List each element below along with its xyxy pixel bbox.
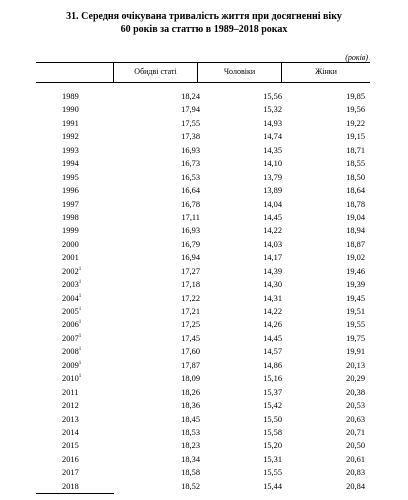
table-row [0,466,408,479]
value-men: 14,03 [263,239,282,249]
value-both: 17,87 [181,360,200,370]
year-value: 2003 [62,280,79,290]
year-cell [62,238,79,251]
value-both: 18,34 [181,454,200,464]
value-both: 17,38 [181,132,200,142]
year-cell [62,332,81,345]
year-value: 1990 [62,105,79,115]
table-row [0,90,408,103]
table-row [0,372,408,385]
year-cell [62,184,79,197]
footnote-marker: 1 [78,280,82,286]
value-men: 14,86 [263,360,282,370]
value-men: 15,56 [263,92,282,101]
value-both: 16,64 [181,186,200,196]
value-men: 15,20 [263,441,282,451]
value-both: 17,27 [181,266,200,276]
table-row [0,251,408,264]
value-both: 17,21 [181,307,200,316]
year-value: 2018 [62,481,79,491]
footnote-rule [36,493,114,494]
header-bottom-rule [36,82,370,83]
year-cell [62,439,79,452]
footnote-marker: 1 [78,307,82,312]
value-men: 14,17 [263,253,282,263]
value-both: 16,53 [181,172,200,182]
value-both: 18,36 [181,401,200,411]
year-value: 2004 [62,293,79,303]
footnote-marker: 1 [78,320,82,326]
table-row [0,144,408,157]
year-cell [62,399,79,412]
table-row [0,278,408,291]
value-both: 16,78 [181,199,200,209]
year-cell [62,90,79,103]
year-value: 2015 [62,441,79,451]
value-men: 14,04 [263,199,282,209]
year-value: 2010 [62,374,79,384]
value-women: 19,39 [346,280,365,290]
value-women: 18,55 [346,159,365,169]
year-cell [62,372,81,385]
year-cell [62,265,81,278]
table-title-line-2: 60 років за статтю в 1989–2018 роках [120,24,288,35]
value-women: 20,53 [346,401,365,411]
table-title [0,10,408,36]
value-women: 19,46 [346,266,365,276]
table-top-rule [36,62,370,63]
value-men: 14,45 [263,212,282,222]
year-value: 2017 [62,468,79,478]
value-women: 20,29 [346,374,365,384]
year-cell [62,278,81,291]
table-row [0,184,408,197]
value-women: 18,94 [346,226,365,236]
value-women: 20,61 [346,454,365,464]
table-body [0,90,408,493]
value-men: 14,31 [263,293,282,303]
value-men: 14,22 [263,307,282,316]
value-both: 17,22 [181,293,200,303]
value-women: 19,45 [346,293,365,303]
table-row [0,292,408,305]
value-men: 14,30 [263,280,282,290]
value-both: 16,93 [181,226,200,236]
year-value: 2001 [62,253,79,263]
value-women: 19,55 [346,320,365,330]
value-women: 18,78 [346,199,365,209]
year-cell [62,224,79,237]
year-cell [62,130,79,143]
value-women: 18,71 [346,145,365,155]
value-both: 17,94 [181,105,200,115]
table-row [0,198,408,211]
footnote-marker: 1 [78,266,82,272]
year-value: 2007 [62,333,79,343]
year-value: 2013 [62,414,79,424]
unit-label: (років) [345,53,368,62]
year-value: 1994 [62,159,79,169]
year-cell [62,103,79,116]
value-men: 15,31 [263,454,282,464]
value-women: 20,50 [346,441,365,451]
value-women: 19,91 [346,347,365,357]
value-men: 15,32 [263,105,282,115]
table-row [0,413,408,426]
value-men: 14,45 [263,333,282,343]
value-women: 20,63 [346,414,365,424]
value-men: 15,42 [263,401,282,411]
year-cell [62,117,79,130]
year-value: 2005 [62,307,79,316]
year-cell [62,318,81,331]
value-men: 14,74 [263,132,282,142]
value-men: 15,44 [263,481,282,491]
year-cell [62,480,79,493]
value-both: 16,94 [181,253,200,263]
value-women: 19,85 [346,92,365,101]
year-cell [62,386,78,399]
year-cell [62,466,79,479]
value-women: 19,02 [346,253,365,263]
value-men: 14,93 [263,118,282,128]
table-row [0,359,408,372]
value-men: 15,37 [263,387,282,397]
table-row [0,399,408,412]
year-value: 1991 [62,118,79,128]
year-value: 1996 [62,186,79,196]
value-both: 17,45 [181,333,200,343]
value-women: 20,71 [346,427,365,437]
year-value: 1989 [62,92,79,101]
value-men: 14,39 [263,266,282,276]
value-both: 18,09 [181,374,200,384]
value-men: 15,16 [263,374,282,384]
footnote-marker: 1 [78,360,82,366]
year-value: 2014 [62,427,79,437]
value-women: 19,75 [346,333,365,343]
year-value: 2002 [62,266,79,276]
value-women: 19,56 [346,105,365,115]
year-value: 2000 [62,239,79,249]
year-value: 2011 [62,387,79,397]
value-women: 19,04 [346,212,365,222]
table-row [0,480,408,493]
year-cell [62,426,79,439]
value-both: 16,73 [181,159,200,169]
value-men: 15,58 [263,427,282,437]
table-row [0,318,408,331]
value-both: 18,52 [181,481,200,491]
column-header-both: Обидві статі [134,67,177,76]
value-men: 14,26 [263,320,282,330]
value-women: 20,84 [346,481,365,491]
value-women: 20,83 [346,468,365,478]
value-men: 15,50 [263,414,282,424]
year-cell [62,359,81,372]
value-both: 18,58 [181,468,200,478]
value-women: 18,64 [346,186,365,196]
value-women: 20,38 [346,387,365,397]
value-men: 14,22 [263,226,282,236]
year-value: 2016 [62,454,79,464]
value-women: 18,87 [346,239,365,249]
footnote-marker: 1 [78,293,82,299]
value-women: 18,50 [346,172,365,182]
value-women: 19,51 [346,307,365,316]
value-both: 17,11 [181,212,200,222]
footnote-marker: 1 [78,347,82,353]
table-row [0,439,408,452]
year-value: 1998 [62,212,79,222]
footnote-marker: 1 [78,374,82,380]
value-men: 13,79 [263,172,282,182]
year-value: 2009 [62,360,79,370]
year-cell [62,198,79,211]
value-both: 18,45 [181,414,200,424]
table-row [0,345,408,358]
year-value: 2012 [62,401,79,411]
year-value: 1999 [62,226,79,236]
column-header-women: Жінки [315,67,337,76]
year-cell [62,453,79,466]
year-value: 1995 [62,172,79,182]
table-row [0,386,408,399]
table-row [0,426,408,439]
footnote-marker: 1 [78,333,82,339]
table-row [0,211,408,224]
year-cell [62,144,79,157]
table-row [0,157,408,170]
year-cell [62,413,79,426]
table-row [0,130,408,143]
year-value: 1993 [62,145,79,155]
value-women: 19,15 [346,132,365,142]
value-men: 13,89 [263,186,282,196]
value-men: 14,35 [263,145,282,155]
table-row [0,117,408,130]
year-cell [62,345,81,358]
table-title-line-1: 31. Середня очікувана тривалість життя при досягненні віку [66,11,342,22]
table-row [0,332,408,345]
value-both: 18,53 [181,427,200,437]
value-women: 20,13 [346,360,365,370]
year-value: 2006 [62,320,79,330]
table-row [0,305,408,318]
value-both: 17,18 [181,280,200,290]
value-men: 14,57 [263,347,282,357]
year-cell [62,305,81,318]
value-both: 18,26 [181,387,200,397]
column-header-men: Чоловіки [223,67,256,76]
value-both: 18,24 [181,92,200,101]
year-cell [62,157,79,170]
value-both: 16,79 [181,239,200,249]
year-cell [62,171,79,184]
table-row [0,103,408,116]
year-cell [62,292,81,305]
year-cell [62,211,79,224]
table-row [0,224,408,237]
year-value: 1997 [62,199,79,209]
table-row [0,238,408,251]
year-value: 1992 [62,132,79,142]
value-both: 18,23 [181,441,200,451]
table-row [0,265,408,278]
year-cell [62,251,79,264]
value-both: 16,93 [181,145,200,155]
table-row [0,453,408,466]
table-row [0,171,408,184]
value-men: 15,55 [263,468,282,478]
value-both: 17,25 [181,320,200,330]
value-men: 14,10 [263,159,282,169]
year-value: 2008 [62,347,79,357]
value-women: 19,22 [346,118,365,128]
value-both: 17,60 [181,347,200,357]
value-both: 17,55 [181,118,200,128]
